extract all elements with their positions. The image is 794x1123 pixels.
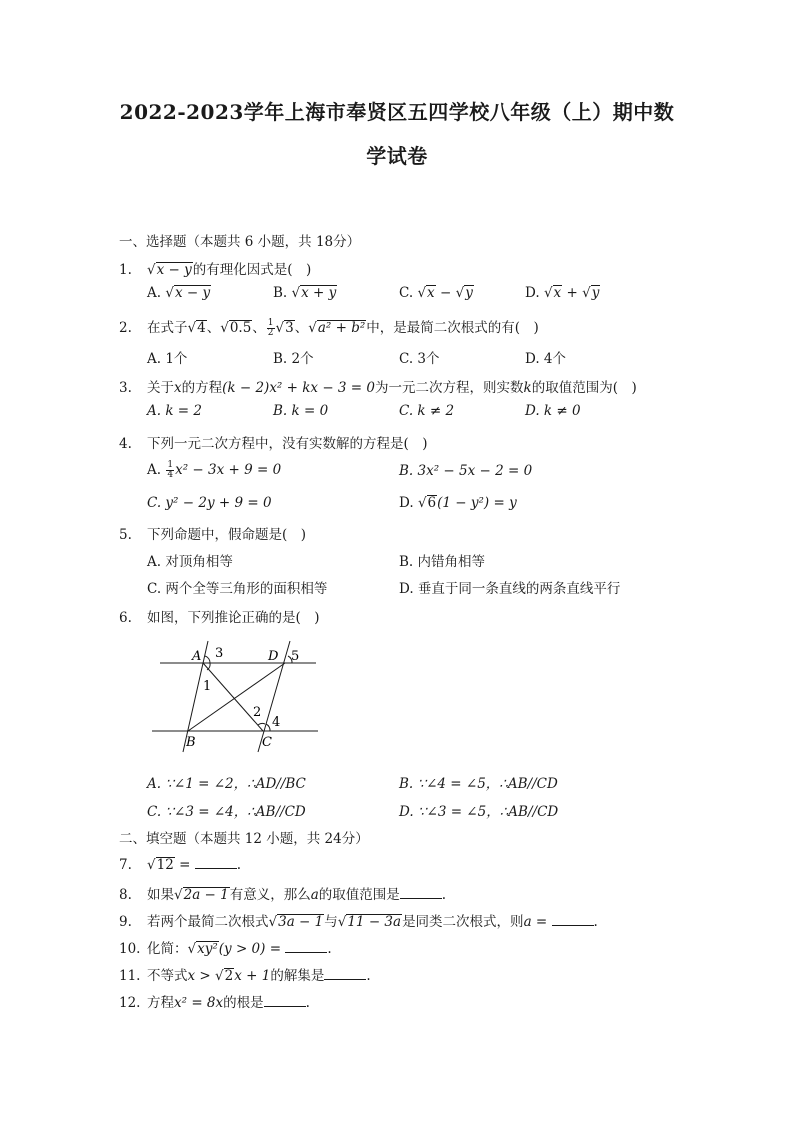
label-b: B bbox=[186, 735, 196, 750]
angle-4-arc bbox=[266, 724, 270, 731]
exam-title-line2: 学试卷 bbox=[366, 144, 428, 168]
q4-option-d[interactable]: D. √6(1 − y²) = y bbox=[399, 495, 517, 511]
line-ac bbox=[203, 663, 263, 731]
question-number: 1. bbox=[119, 262, 132, 278]
label-a: A bbox=[192, 649, 202, 664]
q4-option-a[interactable]: A. $\frac{1}{4}$ x² − 3x + 9 = 0 bbox=[147, 460, 282, 480]
angle-2-arc bbox=[258, 723, 265, 725]
question-4: 4. 下列一元二次方程中，没有实数解的方程是( ) bbox=[119, 436, 428, 452]
question-12: 12. 方程x² = 8x的根是 . bbox=[119, 995, 310, 1011]
question-5: 5. 下列命题中，假命题是( ) bbox=[119, 527, 307, 543]
q6-option-b[interactable]: B. ∵∠4 = ∠5，∴AB//CD bbox=[399, 776, 558, 792]
q6-option-d[interactable]: D. ∵∠3 = ∠5，∴AB//CD bbox=[399, 804, 559, 820]
q1-option-d[interactable]: D. √x + √y bbox=[525, 285, 600, 301]
answer-blank[interactable] bbox=[195, 856, 237, 869]
angle-3-arc bbox=[205, 656, 210, 663]
q3-option-c[interactable]: C. k ≠ 2 bbox=[399, 403, 455, 419]
q2-option-c[interactable]: C. 3个 bbox=[399, 351, 440, 367]
q1-option-b[interactable]: B. √x + y bbox=[273, 285, 337, 301]
answer-blank[interactable] bbox=[324, 967, 366, 980]
question-10: 10. 化简：√xy²(y > 0) = . bbox=[119, 941, 332, 957]
label-d: D bbox=[268, 649, 279, 664]
label-2: 2 bbox=[253, 705, 262, 720]
q3-option-a[interactable]: A. k = 2 bbox=[147, 403, 202, 419]
question-9: 9. 若两个最简二次根式√3a − 1与√11 − 3a是同类二次根式，则a = . bbox=[119, 914, 598, 930]
q3-option-b[interactable]: B. k = 0 bbox=[273, 403, 329, 419]
radicand: x − y bbox=[156, 262, 192, 278]
q4-option-c[interactable]: C. y² − 2y + 9 = 0 bbox=[147, 495, 272, 511]
question-7: 7. √12 = . bbox=[119, 857, 241, 873]
question-2: 2. 在式子√4、√0.5、 $\frac{1}{2}$ √3、√a² + b²中，是最简二次根式的有( ) bbox=[119, 318, 539, 338]
q4-option-b[interactable]: B. 3x² − 5x − 2 = 0 bbox=[399, 463, 533, 479]
question-1: 1. √x − y的有理化因式是( ) bbox=[119, 262, 312, 278]
q5-option-d[interactable]: D. 垂直于同一条直线的两条直线平行 bbox=[399, 581, 621, 597]
q3-option-d[interactable]: D. k ≠ 0 bbox=[525, 403, 581, 419]
label-3: 3 bbox=[215, 646, 224, 661]
answer-blank[interactable] bbox=[285, 940, 327, 953]
question-8: 8. 如果√2a − 1有意义，那么a的取值范围是 . bbox=[119, 887, 447, 903]
label-4: 4 bbox=[272, 715, 281, 730]
q2-option-b[interactable]: B. 2个 bbox=[273, 351, 314, 367]
exam-title-line1: 2022-2023学年上海市奉贤区五四学校八年级（上）期中数 bbox=[119, 100, 675, 124]
q2-option-d[interactable]: D. 4个 bbox=[525, 351, 567, 367]
q1-option-c[interactable]: C. √x − √y bbox=[399, 285, 473, 301]
q2-option-a[interactable]: A. 1个 bbox=[147, 351, 188, 367]
answer-blank[interactable] bbox=[264, 994, 306, 1007]
question-text: 的有理化因式是( ) bbox=[192, 262, 312, 278]
angle-1-arc bbox=[207, 663, 210, 670]
q1-option-a[interactable]: A. √x − y bbox=[147, 285, 211, 301]
section-fill-heading: 二、填空题（本题共 12 小题，共 24分） bbox=[119, 831, 369, 847]
line-bd bbox=[188, 663, 285, 731]
answer-blank[interactable] bbox=[400, 886, 442, 899]
label-c: C bbox=[262, 735, 272, 750]
question-6: 6. 如图，下列推论正确的是( ) bbox=[119, 610, 320, 626]
section-choice-heading: 一、选择题（本题共 6 小题，共 18分） bbox=[119, 234, 361, 250]
question-11: 11. 不等式x > √2x + 1的解集是 . bbox=[119, 968, 371, 984]
q5-option-b[interactable]: B. 内错角相等 bbox=[399, 554, 486, 570]
question-3: 3. 关于x的方程(k − 2)x² + kx − 3 = 0为一元二次方程，则实数k的取值范围为( ) bbox=[119, 380, 637, 396]
label-1: 1 bbox=[203, 679, 212, 694]
q5-option-a[interactable]: A. 对顶角相等 bbox=[147, 554, 233, 570]
q6-option-a[interactable]: A. ∵∠1 = ∠2，∴AD//BC bbox=[147, 776, 306, 792]
q6-option-c[interactable]: C. ∵∠3 = ∠4，∴AB//CD bbox=[147, 804, 306, 820]
q5-option-c[interactable]: C. 两个全等三角形的面积相等 bbox=[147, 581, 328, 597]
answer-blank[interactable] bbox=[552, 913, 594, 926]
label-5: 5 bbox=[291, 649, 300, 664]
